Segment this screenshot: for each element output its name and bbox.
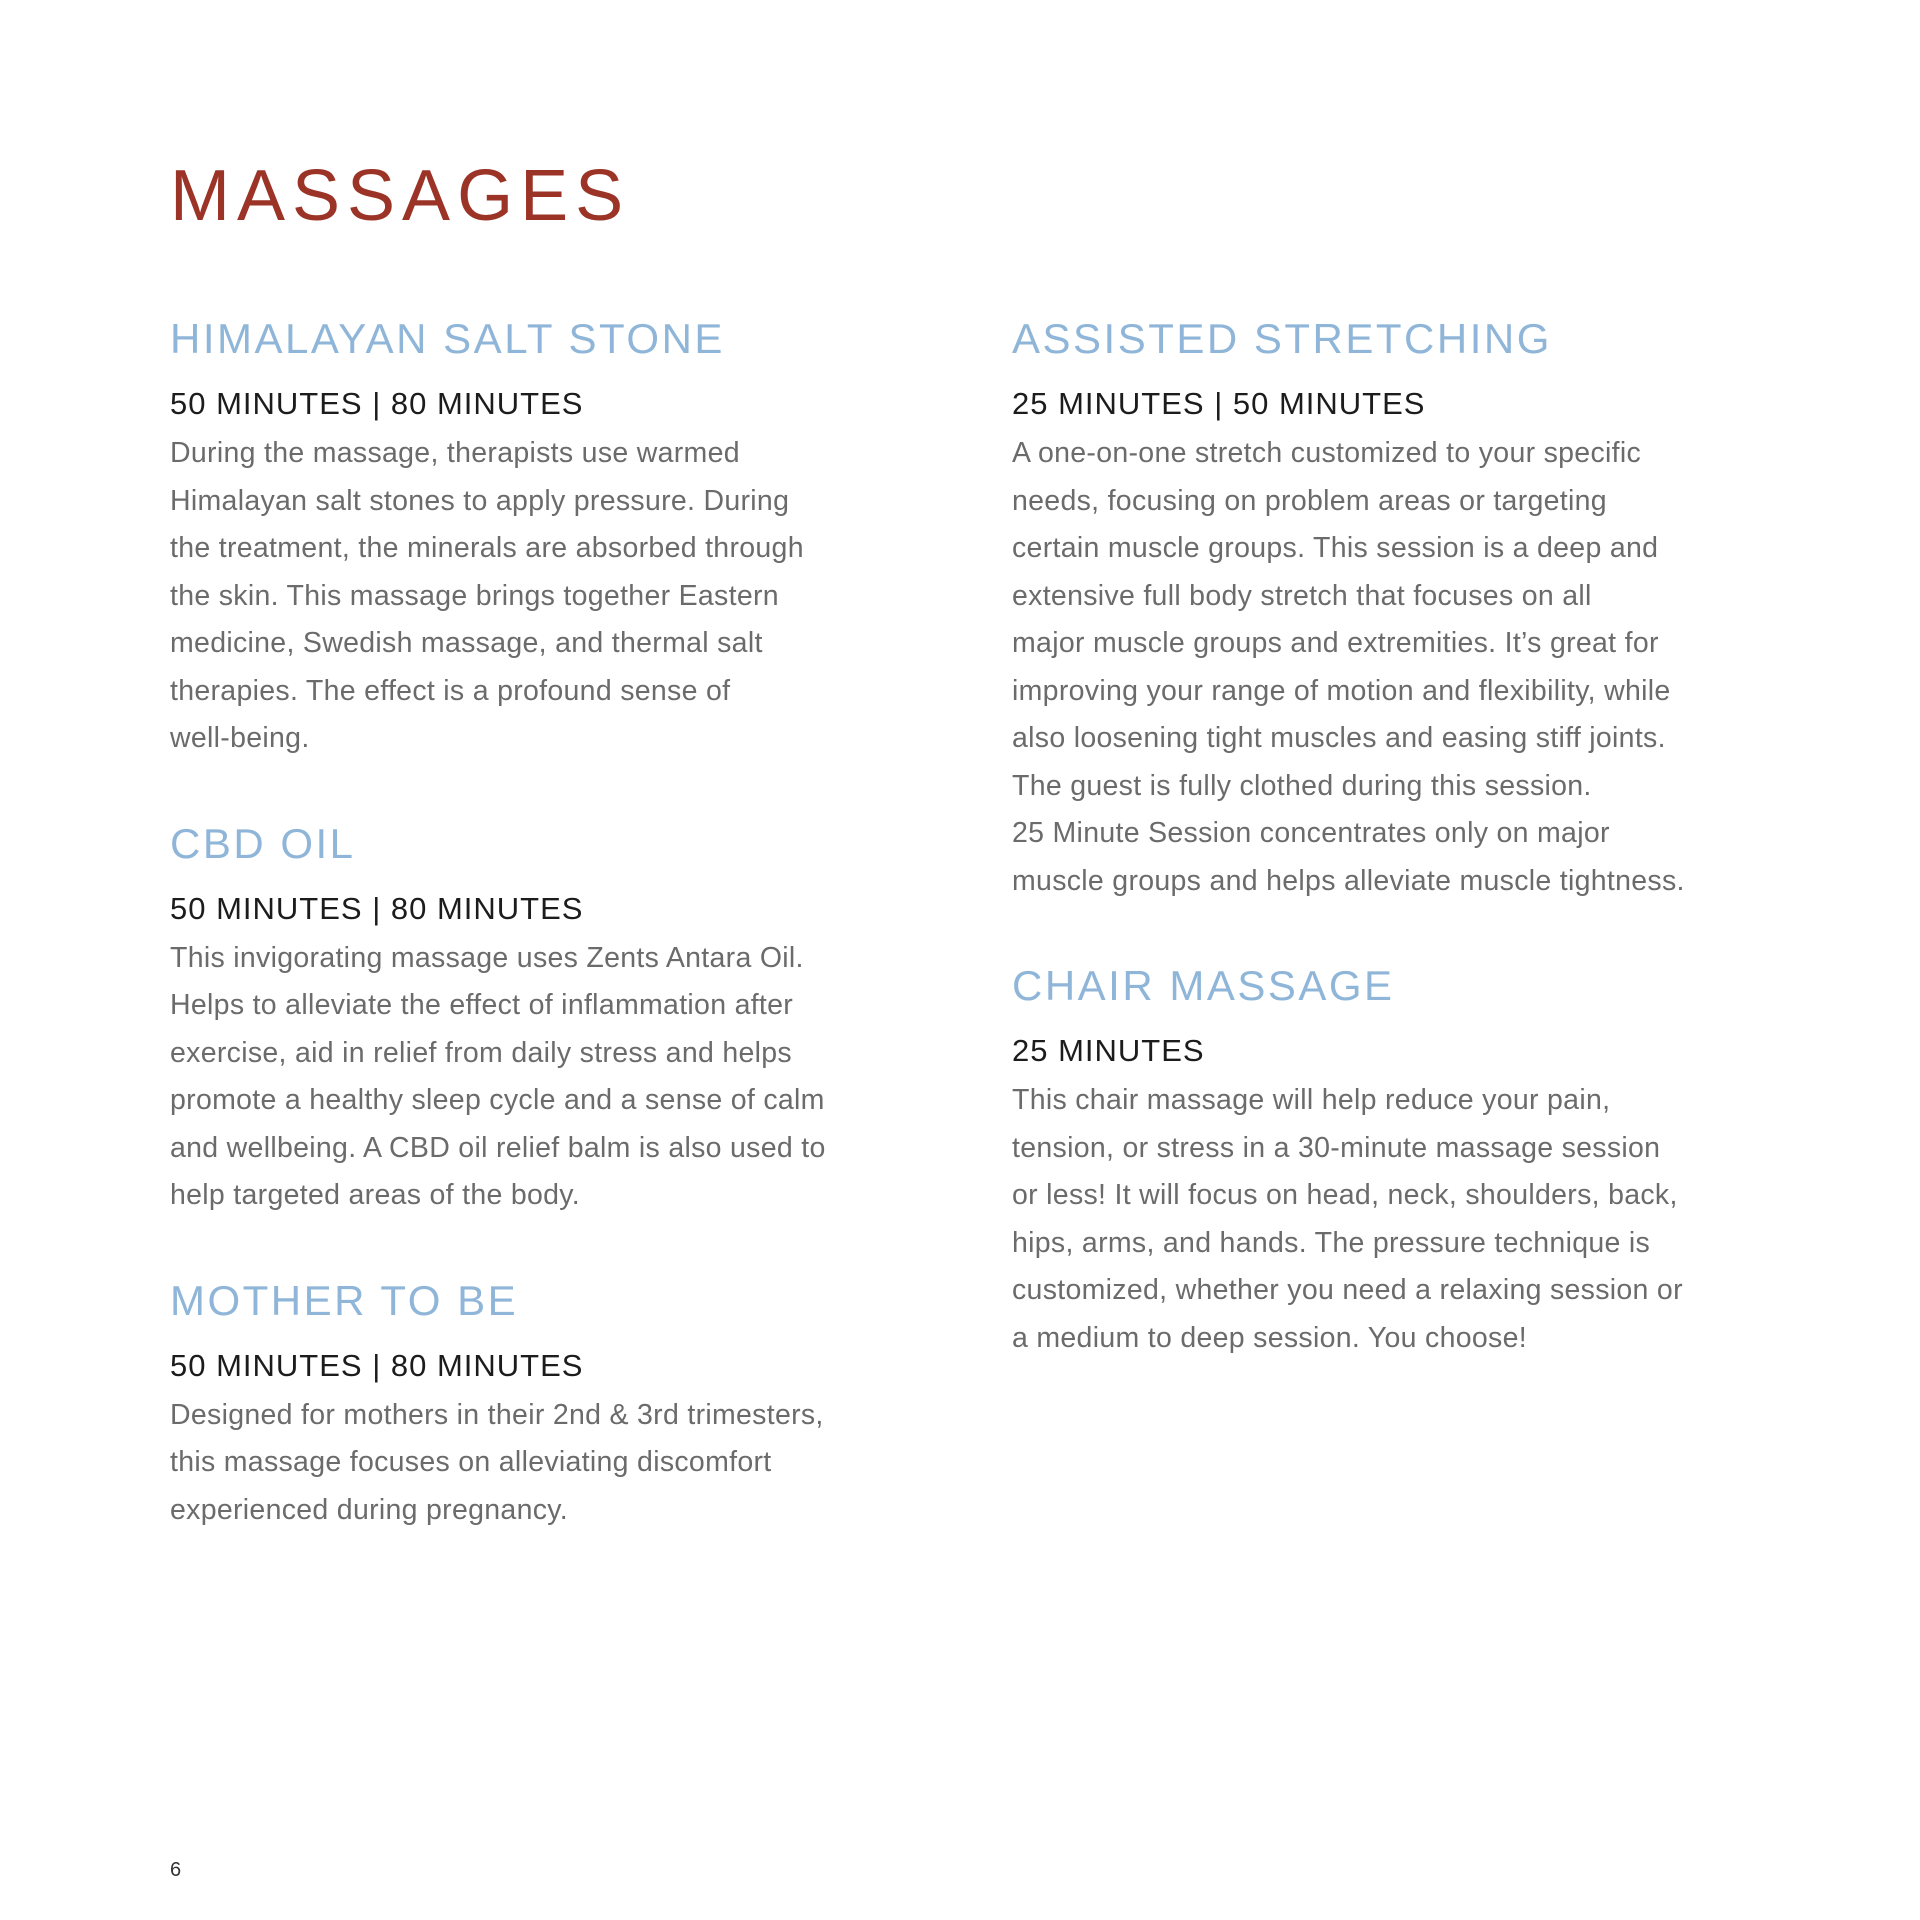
- service-chair-massage: [1012, 963, 1752, 1362]
- page-number: 6: [170, 1859, 182, 1881]
- service-description: This invigorating massage uses Zents Antara Oil. Helps to alleviate the effect of inflammation after exercise, aid in relief from daily stress and helps promote a healthy sleep cycle and a sense of calm and wellbeing. A CBD oil relief balm is also used to help targeted areas of the body.: [170, 941, 826, 1211]
- left-column: [170, 316, 910, 1592]
- service-duration: 25 MINUTES | 50 MINUTES: [1012, 386, 1426, 421]
- service-duration: 50 MINUTES | 80 MINUTES: [170, 1347, 584, 1383]
- service-mother-to-be: [170, 1278, 910, 1535]
- service-duration: 50 MINUTES | 80 MINUTES: [170, 386, 584, 421]
- service-cbd-oil: [170, 821, 910, 1220]
- right-column: [1012, 316, 1752, 1420]
- page-title: MASSAGES: [170, 156, 631, 236]
- service-description: This chair massage will help reduce your pain, tension, or stress in a 30-minute massage session or less! It will focus on head, neck, shoulders, back, hips, arms, and hands. The pressure technique is customized, whether you need a relaxing session or a medium to deep session. You choose!: [1012, 1084, 1683, 1354]
- service-title: CBD OIL: [170, 819, 356, 867]
- service-duration: 50 MINUTES | 80 MINUTES: [170, 890, 584, 926]
- service-description: Designed for mothers in their 2nd & 3rd trimesters, this massage focuses on alleviating discomfort experienced during pregnancy.: [170, 1398, 824, 1526]
- service-description: A one-on-one stretch customized to your specific needs, focusing on problem areas or targeting certain muscle groups. This session is a deep and extensive full body stretch that focuses on all major muscle groups and extremities. It’s great for improving your range of motion and flexibility, while also loosening tight muscles and easing stiff joints. The guest is fully clothed during this session. 25 Minute Session concentrates only on major muscle groups and helps alleviate muscle tightness.: [1012, 437, 1685, 897]
- service-duration: 25 MINUTES: [1012, 1033, 1205, 1068]
- service-title: ASSISTED STRETCHING: [1012, 315, 1552, 362]
- service-title: HIMALAYAN SALT STONE: [170, 315, 725, 362]
- service-title: CHAIR MASSAGE: [1012, 962, 1395, 1009]
- service-himalayan-salt-stone: [170, 316, 910, 763]
- service-description: During the massage, therapists use warmed Himalayan salt stones to apply pressure. During the treatment, the minerals are absorbed through the skin. This massage brings together Eastern medicine, Swedish massage, and thermal salt therapies. The effect is a profound sense of well-being.: [170, 437, 804, 754]
- service-assisted-stretching: [1012, 316, 1752, 905]
- service-title: MOTHER TO BE: [170, 1276, 519, 1324]
